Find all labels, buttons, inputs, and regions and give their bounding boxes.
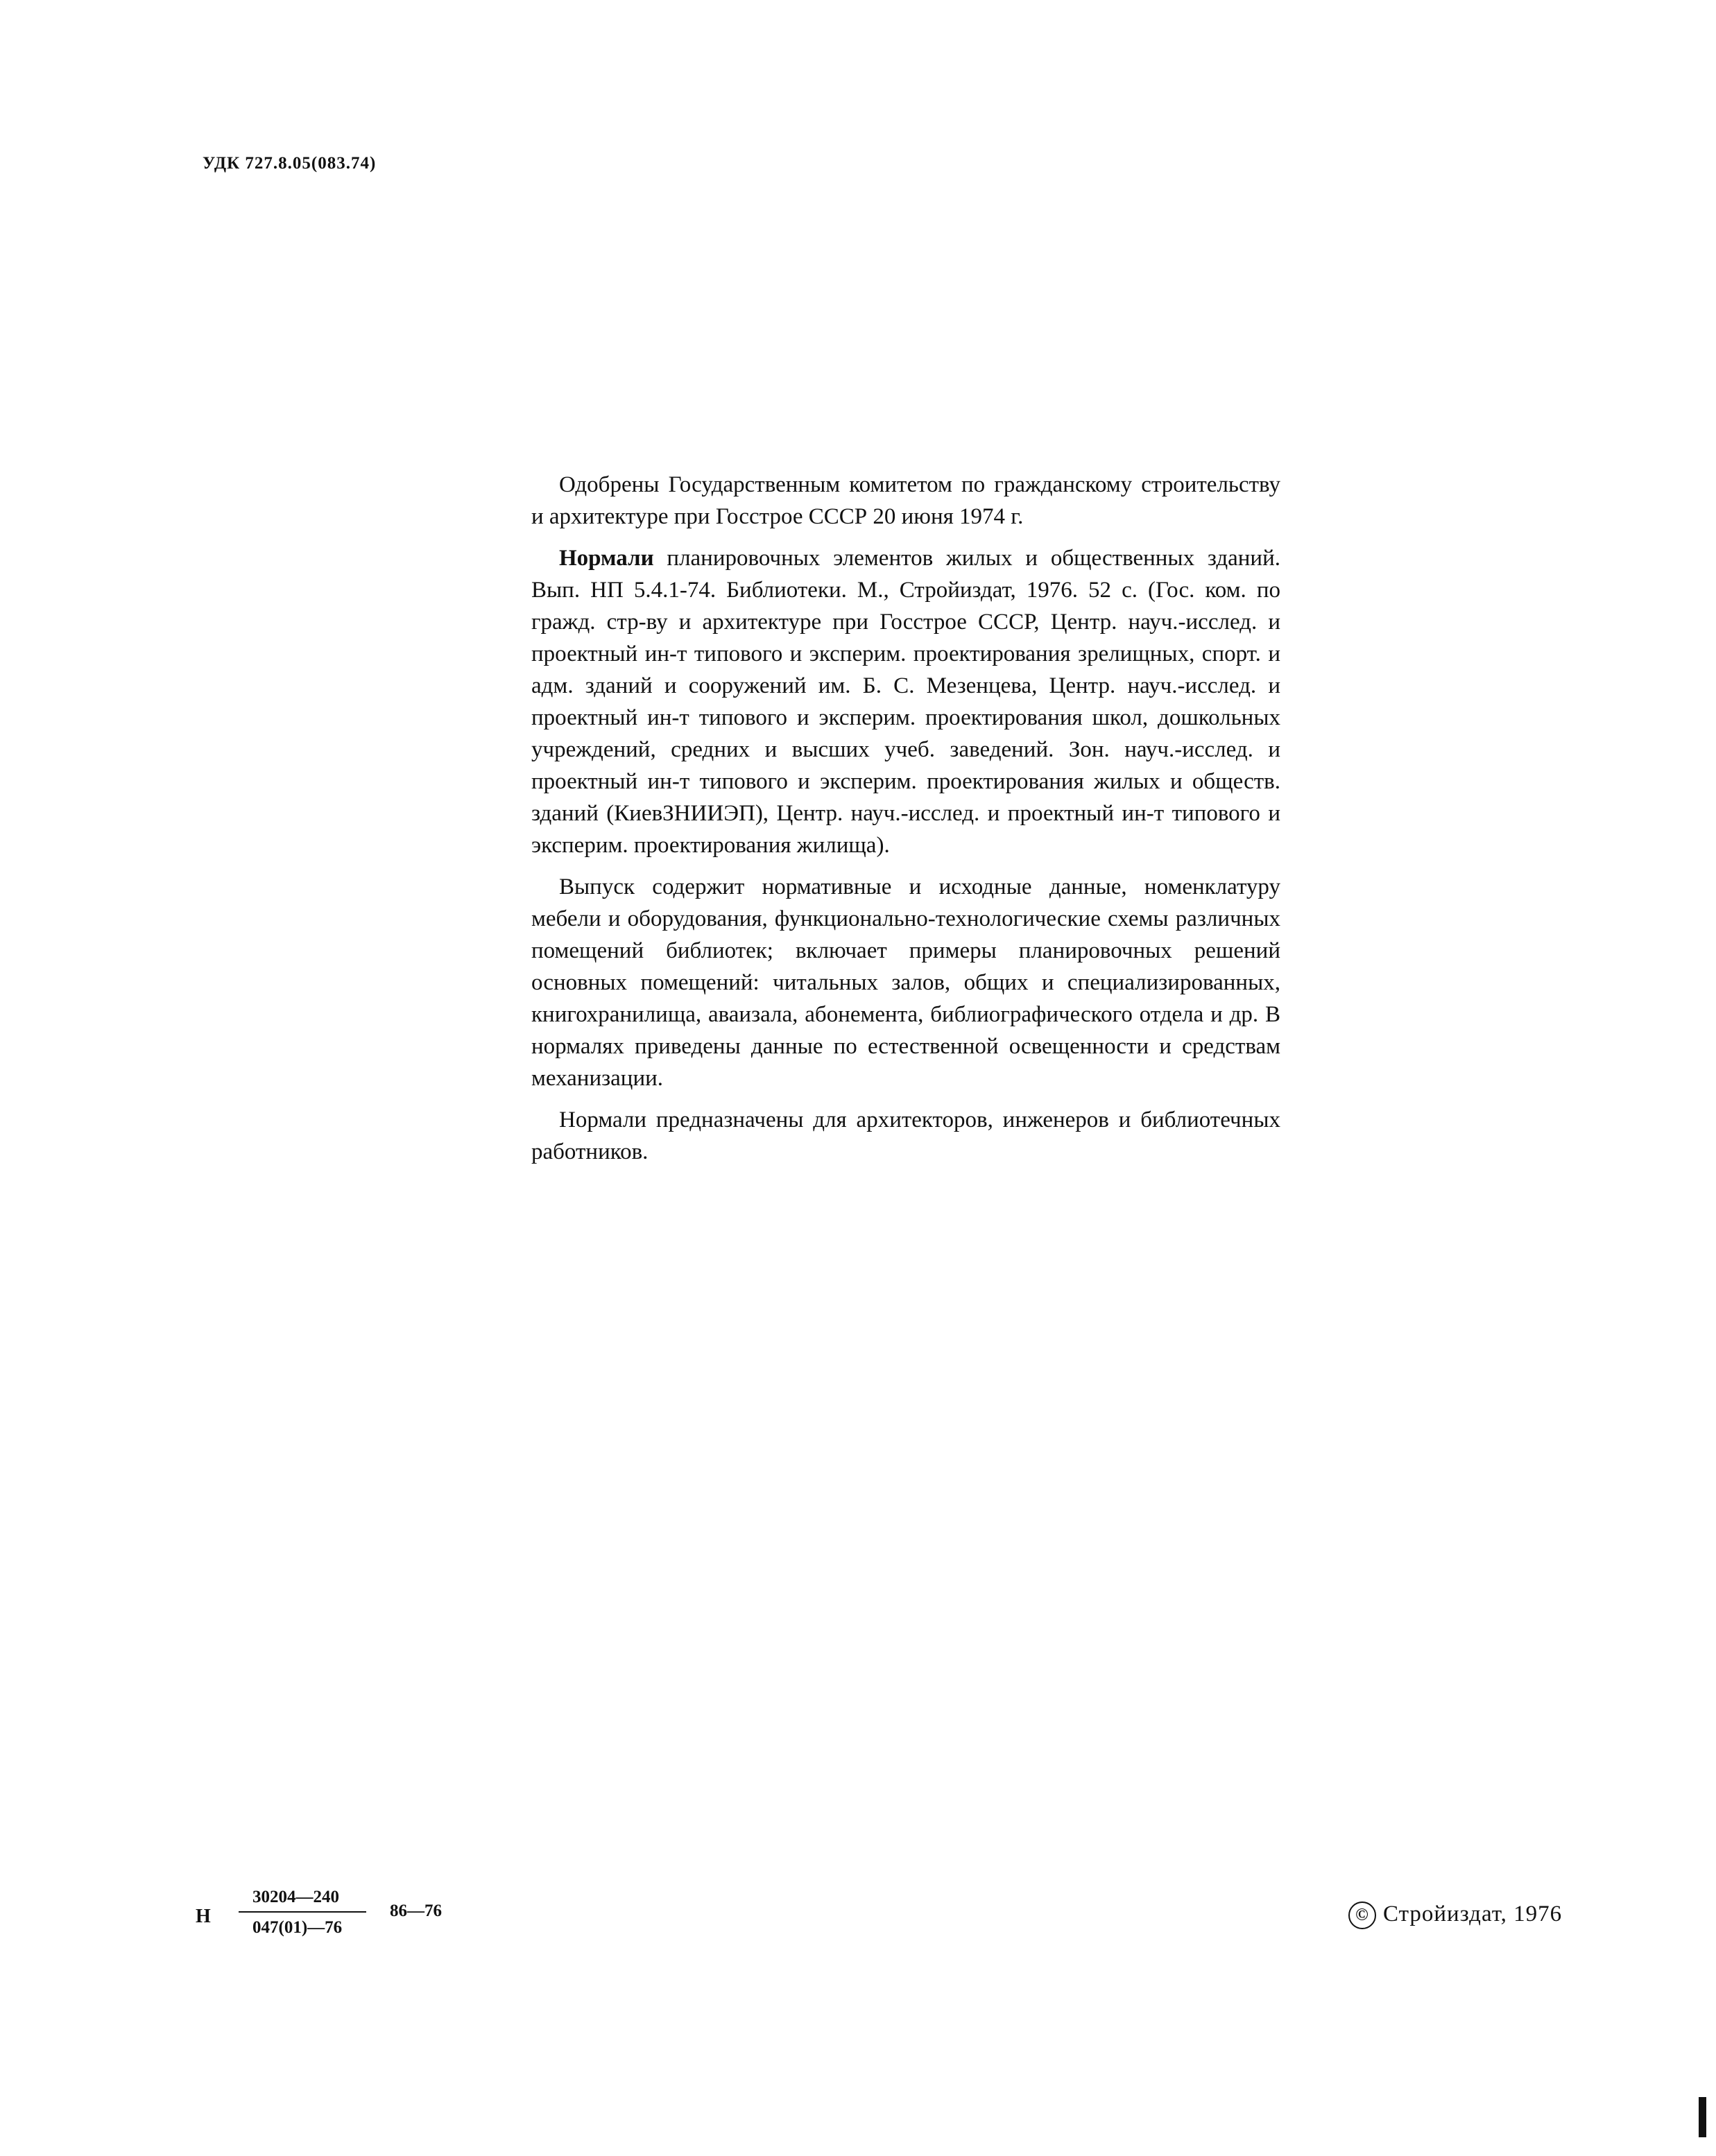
imprint-letter: Н [196,1906,211,1927]
abstract-block [531,469,1280,1168]
description-lead: Нормали [559,546,654,571]
imprint-numerator: 30204—240 [252,1888,339,1906]
imprint-tail: 86—76 [390,1901,442,1920]
scan-edge-mark [1699,2097,1706,2137]
copyright-icon: © [1348,1901,1376,1929]
audience-note: Нормали предназначены для архитекторов, инженеров и библиотечных работников. [531,1107,1280,1164]
imprint-code [196,1888,459,1950]
imprint-denominator: 047(01)—76 [252,1918,343,1937]
approval-note: Одобрены Государственным комитетом по гражданскому строительству и архитектуре при Госстрое СССР 20 июня 1974 г. [531,472,1280,529]
copyright-text: Стройиздат, 1976 [1383,1901,1563,1926]
bibliographic-description [531,542,1280,861]
udk-code: УДК 727.8.05(083.74) [203,154,377,173]
fraction-bar [239,1911,366,1913]
contents-summary: Выпуск содержит нормативные и исходные данные, номенклатуру мебели и оборудования, функционально-технологические схемы различных помещений библиотек; включает примеры планировочных решений основных помещений: читальных залов, общих и специализированных, книгохранилища, аваизала, абонемента, библиографического отдела и др. В нормалях приведены данные по естественной освещенности и средствам механизации. [531,874,1280,1091]
description-text: планировочных элементов жилых и общественных зданий. Вып. НП 5.4.1-74. Библиотеки. М., Стройиздат, 1976. 52 с. (Гос. ком. по гражд. стр-ву и архитектуре при Госстрое СССР, Центр. науч.-исслед. и проектный ин-т типового и эксперим. проектирования зрелищных, спорт. и адм. зданий и сооружений им. Б. С. Мезенцева, Центр. науч.-исслед. и проектный ин-т типового и эксперим. проектирования школ, дошкольных учреждений, средних и высших учеб. заведений. Зон. науч.-исслед. и проектный ин-т типового и эксперим. проектирования жилых и обществ. зданий (КиевЗНИИЭП), Центр. науч.-исслед. и проектный ин-т типового и эксперим. проектирования жилища). [531,546,1281,858]
copyright-notice [1348,1901,1562,1929]
